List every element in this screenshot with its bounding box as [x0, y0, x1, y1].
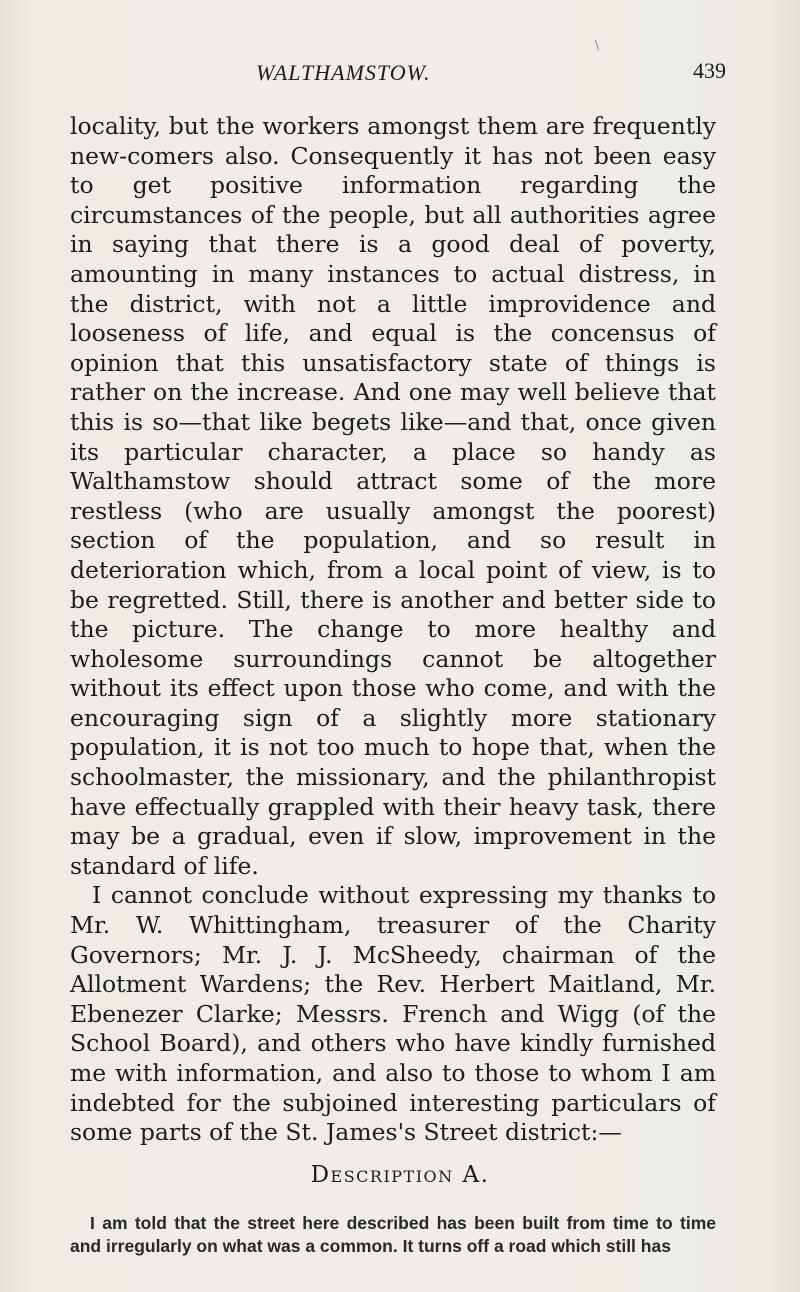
section-text: I am told that the street here described has been built from time to time and irregularly on what was a common. It turns off a road which still has — [70, 1213, 716, 1256]
body-text — [70, 112, 716, 1148]
page-number: 439 — [693, 58, 726, 83]
page-mark: \ — [595, 38, 600, 52]
running-title: WALTHAMSTOW. — [256, 60, 431, 85]
paragraph-1: locality, but the workers amongst them are frequently new-comers also. Consequently it has not been easy to get positive information regarding the circumstances of the people, but all authorities agree in saying that there is a good deal of poverty, amounting in many instances to actual distress, in the district, with not a little improvidence and looseness of life, and equal is the concensus of opinion that this unsatisfactory state of things is rather on the increase. And one may well believe that this is so—that like begets like—and that, once given its particular character, a place so handy as Walthamstow should attract some of the more restless (who are usually amongst the poorest) section of the population, and so result in deterioration which, from a local point of view, is to be regretted. Still, there is another and better side to the picture. The change to more healthy and wholesome surroundings cannot be altogether without its effect upon those who come, and with the encouraging sign of a slightly more stationary population, it is not too much to hope that, when the schoolmaster, the missionary, and the philanthropist have effectually grappled with their heavy task, there may be a gradual, even if slow, improvement in the standard of life. — [70, 112, 716, 880]
section-heading: Description A. — [310, 1162, 490, 1188]
paragraph-2: I cannot conclude without expressing my thanks to Mr. W. Whittingham, treasurer of the Charity Governors; Mr. J. J. McSheedy, chairman of the Allotment Wardens; the Rev. Herbert Maitland, Mr. Ebenezer Clarke; Messrs. French and Wigg (of the School Board), and others who have kindly furnished me with information, and also to those to whom I am indebted for the subjoined interesting particulars of some parts of the St. James's Street district:— — [70, 881, 716, 1147]
